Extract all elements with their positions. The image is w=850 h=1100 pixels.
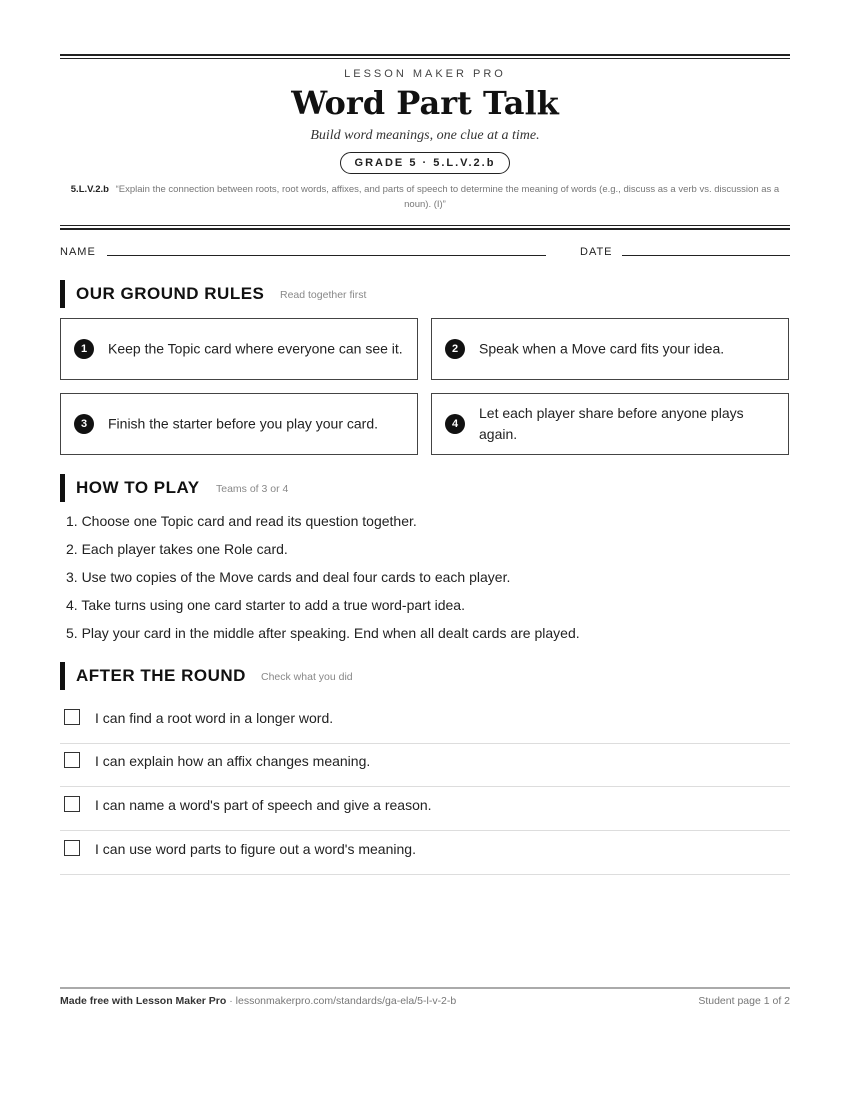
checklist-item [60, 742, 790, 787]
rule-text: Let each player share before anyone plays again. [479, 405, 744, 442]
top-rule [60, 54, 790, 56]
section-title: AFTER THE ROUND [76, 666, 246, 685]
name-date-row [60, 246, 790, 260]
rule-text: Finish the starter before you play your card. [108, 415, 379, 432]
rule-number-badge: 3 [74, 414, 94, 434]
header-rule-thin [60, 225, 790, 226]
footer-url[interactable]: · lessonmakerpro.com/standards/ga-ela/5-l-v-2-b [226, 995, 457, 1007]
step-item: 5. Play your card in the middle after speaking. End when all dealt cards are played. [66, 625, 580, 641]
checkbox[interactable] [64, 796, 80, 812]
date-field[interactable] [622, 255, 790, 256]
footer-credit: Made free with Lesson Maker Pro [60, 995, 227, 1007]
brand-name: LESSON MAKER PRO [344, 68, 506, 80]
checklist-text: I can explain how an affix changes meaning. [95, 753, 371, 769]
section-how-to-play [60, 474, 790, 502]
step-item: 2. Each player takes one Role card. [66, 541, 288, 557]
step-item: 4. Take turns using one card starter to add a true word-part idea. [66, 597, 465, 613]
footer [60, 995, 790, 1007]
checkbox[interactable] [64, 840, 80, 856]
top-rule-thin [60, 58, 790, 59]
rule-number-badge: 4 [445, 414, 465, 434]
step-item: 3. Use two copies of the Move cards and deal four cards to each player. [66, 569, 511, 585]
ground-rule-card [431, 393, 789, 455]
section-title: HOW TO PLAY [76, 478, 200, 497]
section-ground-rules [60, 280, 790, 308]
rule-text: Keep the Topic card where everyone can see it. [108, 340, 403, 357]
checklist-item [60, 699, 790, 744]
date-label: DATE [580, 246, 613, 258]
page-number: Student page 1 of 2 [698, 995, 790, 1007]
rule-text: Speak when a Move card fits your idea. [479, 340, 725, 357]
grade-badge: GRADE 5 · 5.L.V.2.b [340, 152, 511, 174]
section-title: OUR GROUND RULES [76, 284, 265, 303]
section-after-round [60, 662, 790, 690]
rule-number-badge: 2 [445, 339, 465, 359]
section-bar [60, 662, 65, 690]
name-label: NAME [60, 246, 96, 258]
section-subtitle: Read together first [280, 289, 367, 301]
ground-rule-card [60, 393, 418, 455]
steps-list [66, 510, 786, 650]
section-bar [60, 280, 65, 308]
page-title: Word Part Talk [291, 84, 559, 122]
page-subtitle: Build word meanings, one clue at a time. [310, 128, 540, 143]
rule-number-badge: 1 [74, 339, 94, 359]
standard-text: “Explain the connection between roots, root words, affixes, and parts of speech to determine the meaning of words (e.g., discuss as a verb vs. discussion as a noun). (I)” [115, 184, 780, 210]
standard-code: 5.L.V.2.b [70, 184, 109, 195]
checklist-item [60, 830, 790, 875]
section-subtitle: Check what you did [261, 671, 353, 683]
section-bar [60, 474, 65, 502]
step-item: 1. Choose one Topic card and read its question together. [66, 513, 417, 529]
name-field[interactable] [107, 255, 546, 256]
footer-rule [60, 987, 790, 989]
section-subtitle: Teams of 3 or 4 [216, 483, 289, 495]
standard-description [60, 182, 790, 212]
header-rule [60, 228, 790, 230]
checkbox[interactable] [64, 752, 80, 768]
ground-rule-card [431, 318, 789, 380]
checklist-text: I can use word parts to figure out a word's meaning. [95, 841, 416, 857]
checkbox[interactable] [64, 709, 80, 725]
checklist-item [60, 786, 790, 831]
ground-rule-card [60, 318, 418, 380]
checklist-text: I can name a word's part of speech and give a reason. [95, 797, 432, 813]
checklist-text: I can find a root word in a longer word. [95, 710, 334, 726]
